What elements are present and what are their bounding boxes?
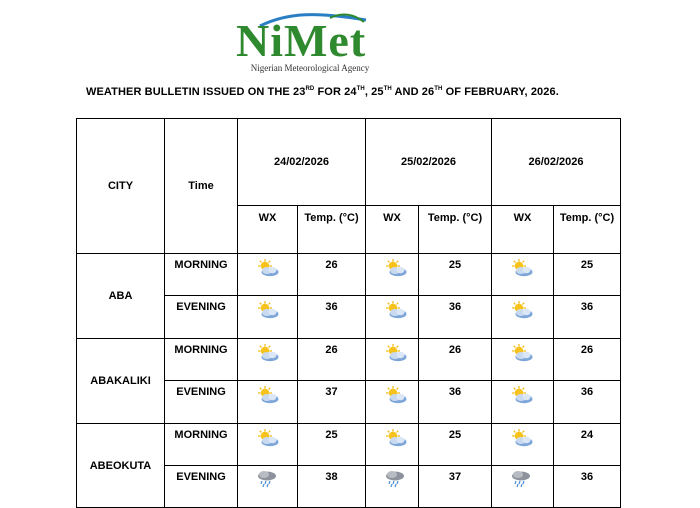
wx-header: WX	[366, 206, 419, 254]
temp-cell: 36	[554, 466, 621, 508]
city-header: CITY	[77, 119, 165, 254]
sun-cloud-icon	[510, 385, 534, 408]
wx-cell	[366, 424, 419, 466]
time-cell: EVENING	[165, 296, 238, 339]
sun-cloud-icon	[256, 300, 280, 323]
wx-cell	[492, 254, 554, 296]
sun-cloud-icon	[256, 258, 280, 281]
time-cell: EVENING	[165, 466, 238, 508]
temp-cell: 37	[298, 381, 366, 424]
time-cell: MORNING	[165, 254, 238, 296]
wx-cell	[366, 254, 419, 296]
date-header: 25/02/2026	[366, 119, 492, 206]
wx-header: WX	[492, 206, 554, 254]
sun-cloud-icon	[256, 428, 280, 451]
temp-header: Temp. (°C)	[298, 206, 366, 254]
temp-header: Temp. (°C)	[419, 206, 492, 254]
temp-cell: 25	[419, 254, 492, 296]
city-cell: ABAKALIKI	[77, 339, 165, 424]
temp-cell: 26	[419, 339, 492, 381]
wx-cell	[238, 339, 298, 381]
rain-cloud-icon	[510, 470, 532, 491]
date-header: 24/02/2026	[238, 119, 366, 206]
table-row	[77, 339, 621, 381]
sun-cloud-icon	[384, 385, 408, 408]
sun-cloud-icon	[510, 258, 534, 281]
temp-cell: 24	[554, 424, 621, 466]
temp-cell: 36	[554, 296, 621, 339]
temp-cell: 38	[298, 466, 366, 508]
temp-cell: 26	[554, 339, 621, 381]
city-cell: ABEOKUTA	[77, 424, 165, 508]
temp-cell: 25	[554, 254, 621, 296]
logo-subtitle: Nigerian Meteorological Agency	[250, 63, 370, 73]
wx-cell	[238, 424, 298, 466]
table-row	[77, 424, 621, 466]
time-header: Time	[165, 119, 238, 254]
sun-cloud-icon	[384, 428, 408, 451]
wx-cell	[366, 296, 419, 339]
wx-cell	[492, 381, 554, 424]
bulletin-title: WEATHER BULLETIN ISSUED ON THE 23RD FOR 24TH, 25TH AND 26TH OF FEBRUARY, 2026.	[86, 86, 559, 98]
temp-cell: 36	[298, 296, 366, 339]
rain-cloud-icon	[256, 470, 278, 491]
table-row	[77, 254, 621, 296]
sun-cloud-icon	[510, 343, 534, 366]
time-cell: MORNING	[165, 424, 238, 466]
wx-cell	[492, 339, 554, 381]
wx-cell	[366, 466, 419, 508]
temp-cell: 25	[298, 424, 366, 466]
date-header: 26/02/2026	[492, 119, 621, 206]
temp-cell: 37	[419, 466, 492, 508]
sun-cloud-icon	[510, 428, 534, 451]
time-cell: EVENING	[165, 381, 238, 424]
wx-cell	[238, 381, 298, 424]
wx-cell	[492, 296, 554, 339]
time-cell: MORNING	[165, 339, 238, 381]
wx-cell	[366, 339, 419, 381]
wx-cell	[238, 296, 298, 339]
temp-cell: 26	[298, 254, 366, 296]
forecast-table	[76, 118, 621, 508]
rain-cloud-icon	[384, 470, 406, 491]
temp-cell: 36	[554, 381, 621, 424]
temp-cell: 26	[298, 339, 366, 381]
sun-cloud-icon	[510, 300, 534, 323]
city-cell: ABA	[77, 254, 165, 339]
temp-cell: 36	[419, 381, 492, 424]
wx-cell	[492, 424, 554, 466]
wx-cell	[238, 254, 298, 296]
sun-cloud-icon	[384, 258, 408, 281]
wx-header: WX	[238, 206, 298, 254]
logo-wordmark: NiMet	[236, 15, 367, 66]
wx-cell	[238, 466, 298, 508]
temp-cell: 25	[419, 424, 492, 466]
nimet-logo	[230, 10, 390, 76]
sun-cloud-icon	[256, 343, 280, 366]
wx-cell	[366, 381, 419, 424]
sun-cloud-icon	[256, 385, 280, 408]
sun-cloud-icon	[384, 343, 408, 366]
temp-cell: 36	[419, 296, 492, 339]
temp-header: Temp. (°C)	[554, 206, 621, 254]
sun-cloud-icon	[384, 300, 408, 323]
wx-cell	[492, 466, 554, 508]
